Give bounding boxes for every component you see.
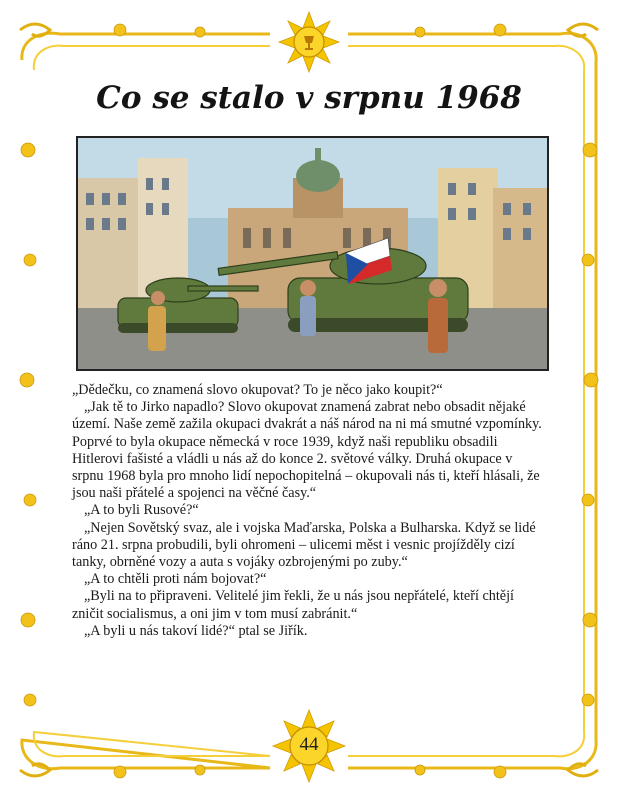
paragraph: „A to chtěli proti nám bojovat?“ xyxy=(84,571,267,588)
paragraph: „Nejen Sovětský svaz, ale i vojska Maďarska, Polska a Bulharska. Když se lidé ráno 21. srpna probudili, byli ohromeni – ulicemi měst i vesnic projížděly cizí tanky, obrněné vozy a auta s vojáky ozbrojenými po zuby.“ xyxy=(72,519,536,571)
sun-emblem-top xyxy=(279,12,339,72)
paragraph: „Jak tě to Jirko napadlo? Slovo okupovat znamená zabrat nebo obsadit nějaké území. Naše země zažila okupaci dvakrát a náš národ na ni má smutné vzpomínky. Poprvé to byla okupace německá v roce 1939, když naši republiku obsadili Hitlerovi fašisté a vládli u nás až do konce 2. světové války. Druhá okupace v srpnu 1968 byla pro mnoho lidí nepochopitelná – okupovali nás ti, kteří hlásali, že jsou naši přátelé a spojenci na věčné časy.“ xyxy=(72,399,542,502)
page-number: 44 xyxy=(299,734,319,755)
illustration-tanks-in-prague xyxy=(76,136,549,371)
paragraph: „Byli na to připraveni. Velitelé jim řekli, že u nás jsou nepřátelé, kteří chtějí zničit socialismus, a oni jim v tom musí zabránit.“ xyxy=(72,588,514,622)
paragraph: „Dědečku, co znamená slovo okupovat? To je něco jako koupit?“ xyxy=(72,382,443,398)
page-title: Co se stalo v srpnu 1968 xyxy=(96,80,522,116)
story-text xyxy=(72,382,542,640)
paragraph: „A byli u nás takoví lidé?“ ptal se Jiřík. xyxy=(84,622,308,639)
paragraph: „A to byli Rusové?“ xyxy=(84,502,199,519)
